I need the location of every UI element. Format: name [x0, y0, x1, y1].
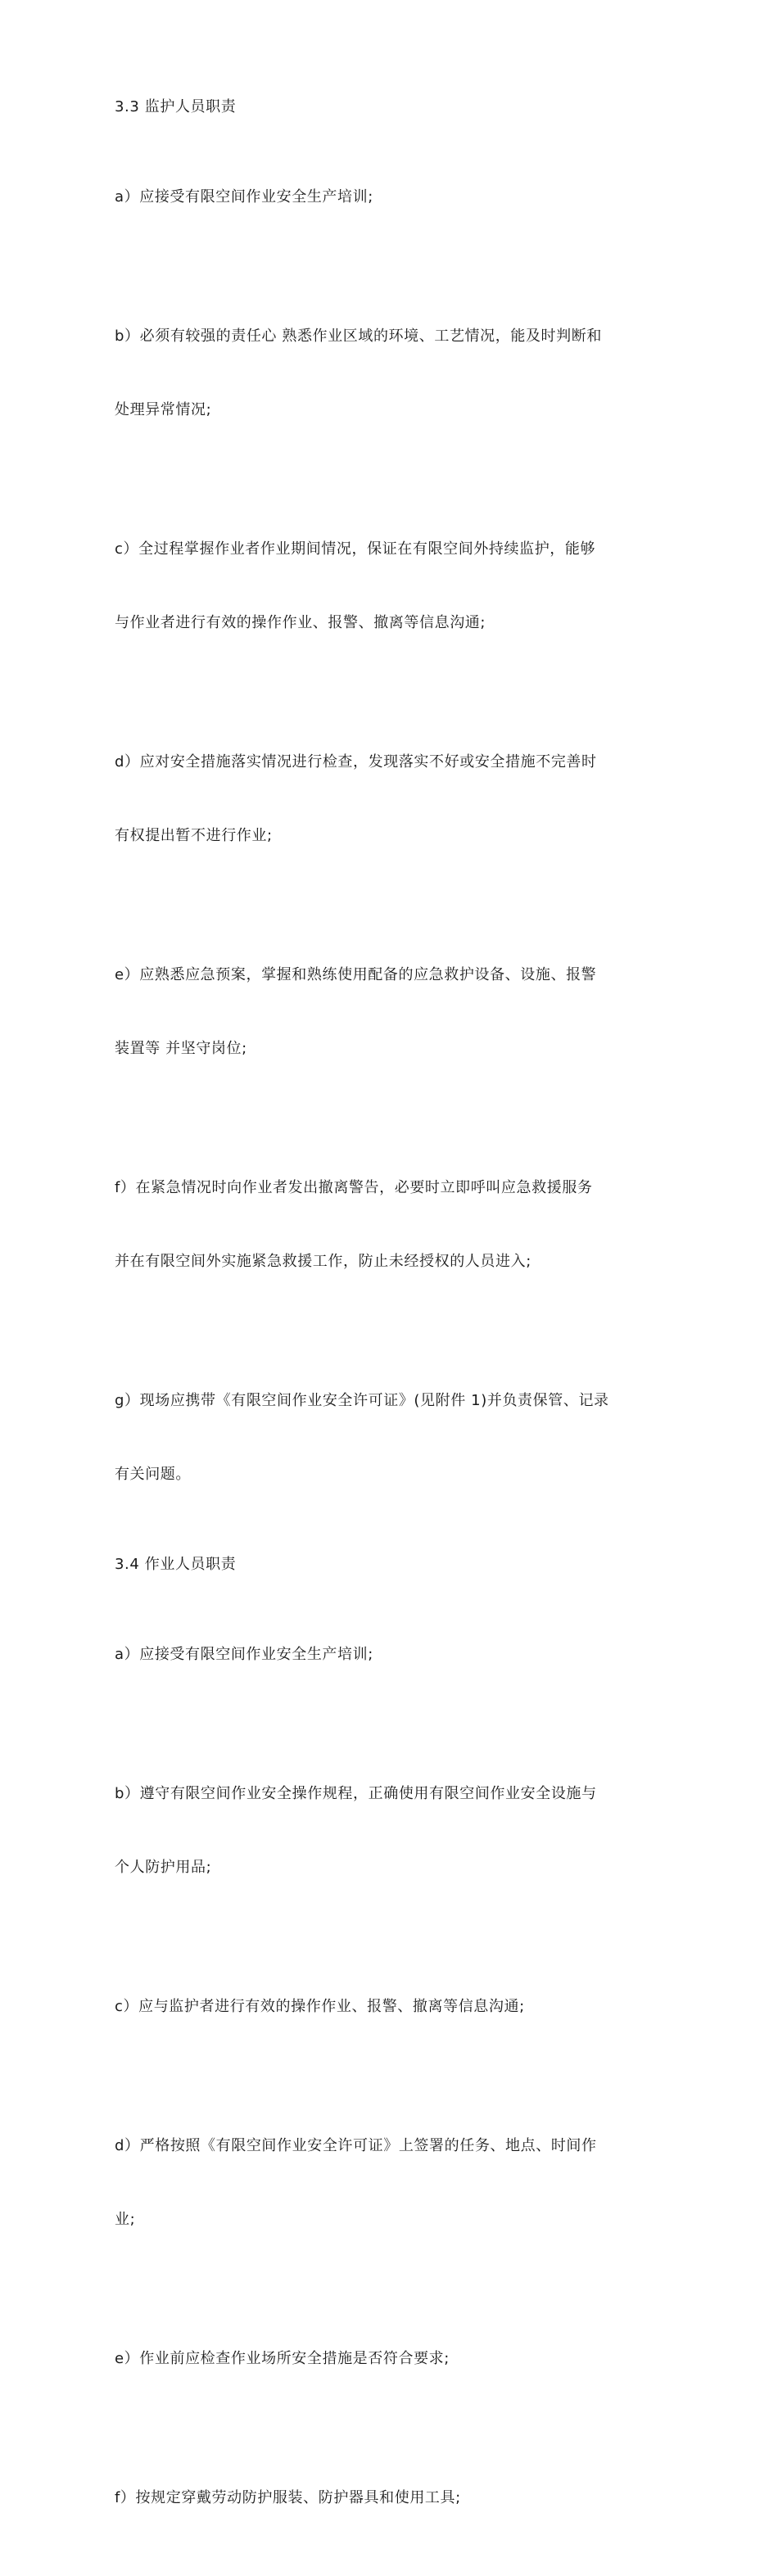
worker-item-e [115, 2298, 672, 2420]
worker-item-c [115, 1946, 672, 2068]
paragraph-line: a）应接受有限空间作业安全生产培训; [115, 188, 373, 206]
paragraph-line: 装置等 并坚守岗位; [115, 1040, 247, 1057]
worker-item-a [115, 1593, 672, 1716]
paragraph-line: d）应对安全措施落实情况进行检查，发现落实不好或安全措施不完善时 [115, 753, 597, 771]
paragraph-line: b）遵守有限空间作业安全操作规程，正确使用有限空间作业安全设施与 [115, 1785, 597, 1802]
paragraph-line: 有权提出暂不进行作业; [115, 827, 273, 844]
worker-item-b [115, 1733, 672, 1929]
worker-item-f [115, 2437, 672, 2560]
paragraph-line: c）全过程掌握作业者作业期间情况，保证在有限空间外持续监护，能够 [115, 540, 596, 558]
duty-item-e [115, 914, 672, 1110]
paragraph-line: a）应接受有限空间作业安全生产培训; [115, 1646, 373, 1663]
duty-item-b [115, 275, 672, 472]
paragraph-line: 并在有限空间外实施紧急救援工作，防止未经授权的人员进入; [115, 1253, 531, 1270]
paragraph-line: 有关问题。 [115, 1466, 191, 1483]
paragraph-line: c）应与监护者进行有效的操作作业、报警、撤离等信息沟通; [115, 1998, 525, 2015]
paragraph-line: b）必须有较强的责任心 熟悉作业区域的环境、工艺情况，能及时判断和 [115, 328, 602, 345]
paragraph-line: 业; [115, 2211, 136, 2228]
duty-item-c [115, 488, 672, 685]
duty-item-f [115, 1127, 672, 1323]
section-heading-3-4: 3.4 作业人员职责 [115, 1556, 237, 1573]
paragraph-line: 个人防护用品; [115, 1859, 212, 1876]
duty-item-a [115, 136, 672, 259]
document-page [115, 95, 672, 2576]
paragraph-line: f）在紧急情况时向作业者发出撤离警告，必要时立即呼叫应急救援服务 [115, 1179, 593, 1196]
duty-item-g [115, 1340, 672, 1536]
paragraph-line: 与作业者进行有效的操作作业、报警、撤离等信息沟通; [115, 614, 486, 631]
paragraph-line: d）严格按照《有限空间作业安全许可证》上签署的任务、地点、时间作 [115, 2137, 597, 2154]
paragraph-line: 处理异常情况; [115, 401, 212, 418]
paragraph-line: e）应熟悉应急预案，掌握和熟练使用配备的应急救护设备、设施、报警 [115, 966, 597, 983]
paragraph-line: e）作业前应检查作业场所安全措施是否符合要求; [115, 2350, 450, 2367]
paragraph-line: g）现场应携带《有限空间作业安全许可证》(见附件 1)并负责保管、记录 [115, 1392, 609, 1409]
duty-item-d [115, 701, 672, 897]
section-heading-3-3: 3.3 监护人员职责 [115, 98, 237, 115]
worker-item-d [115, 2085, 672, 2281]
paragraph-line: f）按规定穿戴劳动防护服装、防护器具和使用工具; [115, 2489, 461, 2506]
